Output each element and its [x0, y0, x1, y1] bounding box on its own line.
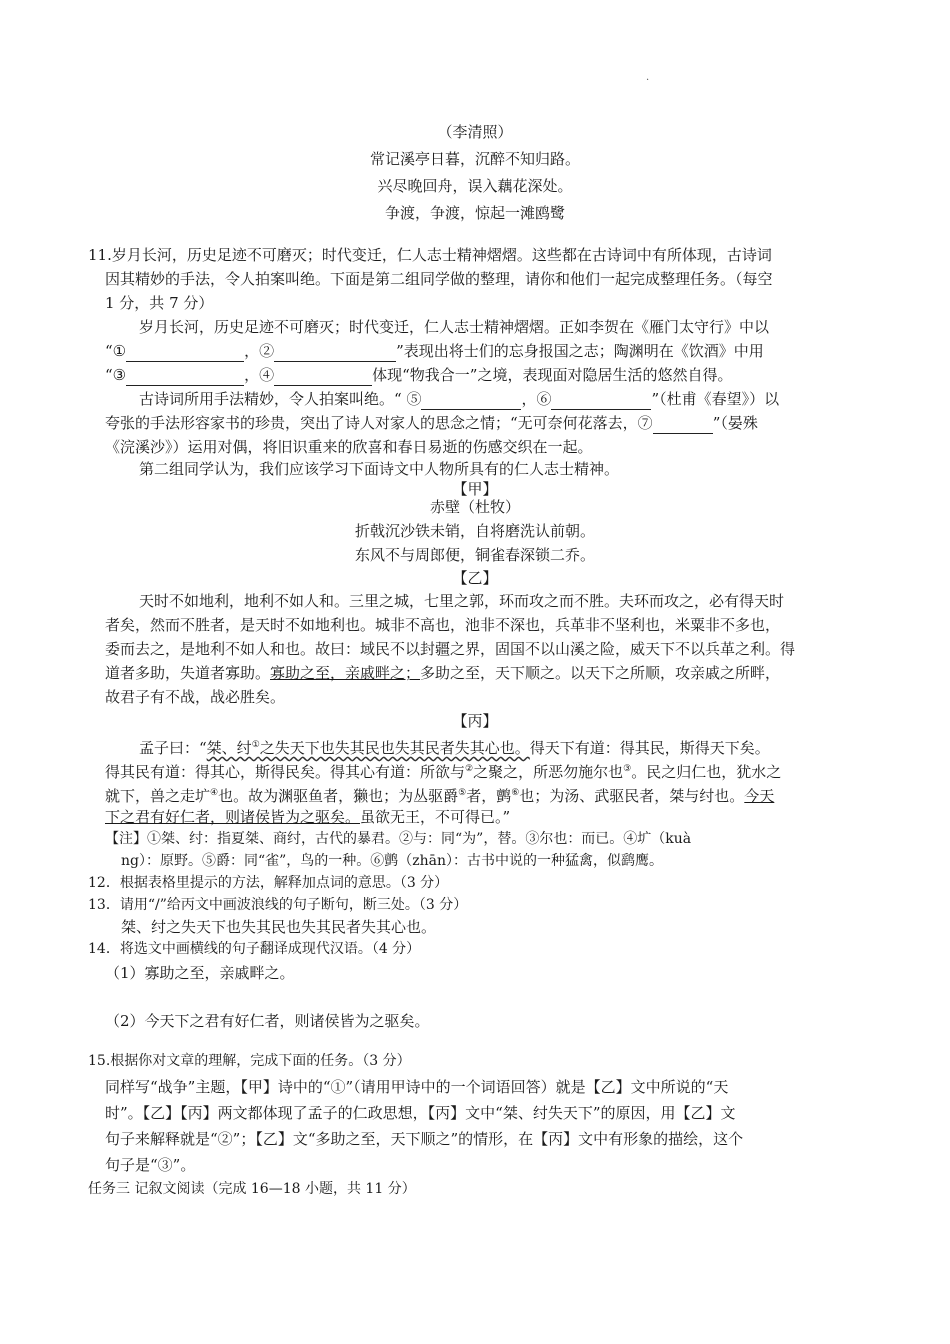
- text-line: 得其民有道：得其心，斯得民矣。得其心有道：所欲与②之聚之，所恶勿施尔也③。民之归仁也，犹水之: [105, 763, 782, 781]
- blank-3[interactable]: [126, 369, 244, 386]
- blank-4[interactable]: [274, 369, 372, 386]
- question-15-line: 时”。【乙】【丙】两文都体现了孟子的仁政思想，【丙】文中“桀、纣失天下”的原因，用【乙】文: [105, 1104, 736, 1122]
- q11-intro-line: 1 分，共 7 分）: [105, 294, 214, 312]
- blank-7[interactable]: [653, 417, 713, 434]
- section-label-jia: 【甲】: [452, 480, 498, 498]
- poem-line: 兴尽晚回舟，误入藕花深处。: [377, 177, 573, 195]
- question-12: 12．根据表格里提示的方法，解释加点词的意思。（3 分）: [88, 875, 449, 891]
- q11-intro-line: 因其精妙的手法，令人拍案叫绝。下面是第二组同学做的整理，请你和他们一起完成整理任务。（每空: [105, 270, 773, 288]
- poem-li-qingzhao: [0, 119, 950, 227]
- question-13-text: 桀、纣之失天下也失其民也失其民者失其心也。: [121, 918, 437, 936]
- underlined-sentence: 下之君有好仁者，则诸侯皆为之驱矣。: [105, 808, 361, 826]
- question-14-1: （1）寡助之至，亲戚畔之。: [105, 964, 295, 982]
- blank-5[interactable]: [421, 393, 521, 410]
- q11-para-line: 岁月长河，历史足迹不可磨灭；时代变迁，仁人志士精神熠熠。正如李贺在《雁门太守行》中以: [139, 318, 770, 336]
- q11-para-line: 第二组同学认为，我们应该学习下面诗文中人物所具有的仁人志士精神。: [139, 460, 620, 478]
- task-three-heading: 任务三 记叙文阅读（完成 16—18 小题，共 11 分）: [88, 1181, 416, 1197]
- underlined-sentence: 今天: [744, 787, 775, 805]
- wavy-sentence: 桀、纣①之失天下也失其民也失其民者失其心也。: [206, 739, 530, 757]
- poem-line: 争渡，争渡，惊起一滩鸥鹭: [384, 204, 565, 222]
- poem-line: 折戟沉沙铁未销，自将磨洗认前朝。: [354, 522, 595, 540]
- section-label-bing: 【丙】: [452, 712, 498, 730]
- poem-title: 赤壁（杜牧）: [429, 498, 520, 516]
- question-14: 14．将选文中画横线的句子翻译成现代汉语。（4 分）: [88, 941, 421, 957]
- q11-para-line: 《浣溪沙》）运用对偶，将旧识重来的欣喜和春日易逝的伤感交织在一起。: [105, 438, 593, 456]
- text-line: 者矣，然而不胜者，是天时不如地利也。城非不高也，池非不深也，兵革非不坚利也，米粟非不多也，: [105, 616, 781, 634]
- q11-fill-line: 古诗词所用手法精妙，令人拍案叫绝。“ ⑤ ，⑥ ”（杜甫《春望》）以: [139, 390, 780, 408]
- question-14-2: （2）今天下之君有好仁者，则诸侯皆为之驱矣。: [105, 1012, 430, 1030]
- q11-intro-line: 11.岁月长河，历史足迹不可磨灭；时代变迁，仁人志士精神熠熠。这些都在古诗词中有所体现，古诗词: [88, 246, 772, 264]
- question-13: 13．请用“/”给丙文中画波浪线的句子断句，断三处。（3 分）: [88, 897, 468, 913]
- text-line: 故君子有不战，战必胜矣。: [105, 688, 286, 706]
- blank-1[interactable]: [126, 345, 244, 362]
- q11-fill-line: 夸张的手法形容家书的珍贵，突出了诗人对家人的思念之情；“无可奈何花落去，⑦ ”（晏殊: [105, 414, 758, 432]
- text-line: 天时不如地利，地利不如人和。三里之城，七里之郭，环而攻之而不胜。夫环而攻之，必有得天时: [139, 592, 785, 610]
- text-line: 道者多助，失道者寡助。寡助之至，亲戚畔之；多助之至，天下顺之。以天下之所顺，攻亲戚之所畔，: [105, 664, 781, 682]
- section-label-yi: 【乙】: [452, 569, 498, 587]
- note-line: 【注】①桀、纣：指夏桀、商纣，古代的暴君。②与：同“为”，替。③尔也：而已。④圹（kuà: [105, 831, 692, 847]
- text-line: 委而去之，是地利不如人和也。故曰：域民不以封疆之界，固国不以山溪之险，威天下不以兵革之利。得: [105, 640, 796, 658]
- poem-line: 常记溪亭日暮，沉醉不知归路。: [369, 150, 580, 168]
- blank-2[interactable]: [274, 345, 396, 362]
- question-15-line: 同样写“战争”主题，【甲】诗中的“①”（请用甲诗中的一个词语回答）就是【乙】文中所说的“天: [105, 1078, 729, 1096]
- blank-6[interactable]: [551, 393, 651, 410]
- text-line: 就下，兽之走圹④也。故为渊驱鱼者，獭也；为丛驱爵⑤者，鹯⑥也；为汤、武驱民者，桀与纣也。今天: [105, 787, 775, 805]
- question-15-line: 句子来解释就是“②”；【乙】文“多助之至，天下顺之”的情形，在【丙】文中有形象的描绘，这个: [105, 1130, 744, 1148]
- question-15: 15.根据你对文章的理解，完成下面的任务。（3 分）: [88, 1053, 411, 1069]
- text-line: 孟子曰：“桀、纣①之失天下也失其民也失其民者失其心也。得天下有道：得其民，斯得天下矣。: [139, 739, 770, 757]
- question-15-line: 句子是“③”。: [105, 1156, 196, 1174]
- top-dot: .: [646, 72, 650, 83]
- q11-fill-line: “③ ，④ 体现“物我合一”之境，表现面对隐居生活的悠然自得。: [105, 366, 733, 384]
- text-line: 下之君有好仁者，则诸侯皆为之驱矣。虽欲无王，不可得已。”: [105, 808, 511, 826]
- poem-author: （李清照）: [437, 123, 513, 141]
- poem-line: 东风不与周郎便，铜雀春深锁二乔。: [354, 546, 595, 564]
- q11-fill-line: “① ，② ”表现出将士们的忘身报国之志；陶渊明在《饮酒》中用: [105, 342, 764, 360]
- note-line: ng）：原野。⑤爵：同“雀”，鸟的一种。⑥鹯（zhān）：古书中说的一种猛禽，似鹞鹰。: [121, 853, 664, 869]
- underlined-sentence: 寡助之至，亲戚畔之；: [270, 664, 421, 682]
